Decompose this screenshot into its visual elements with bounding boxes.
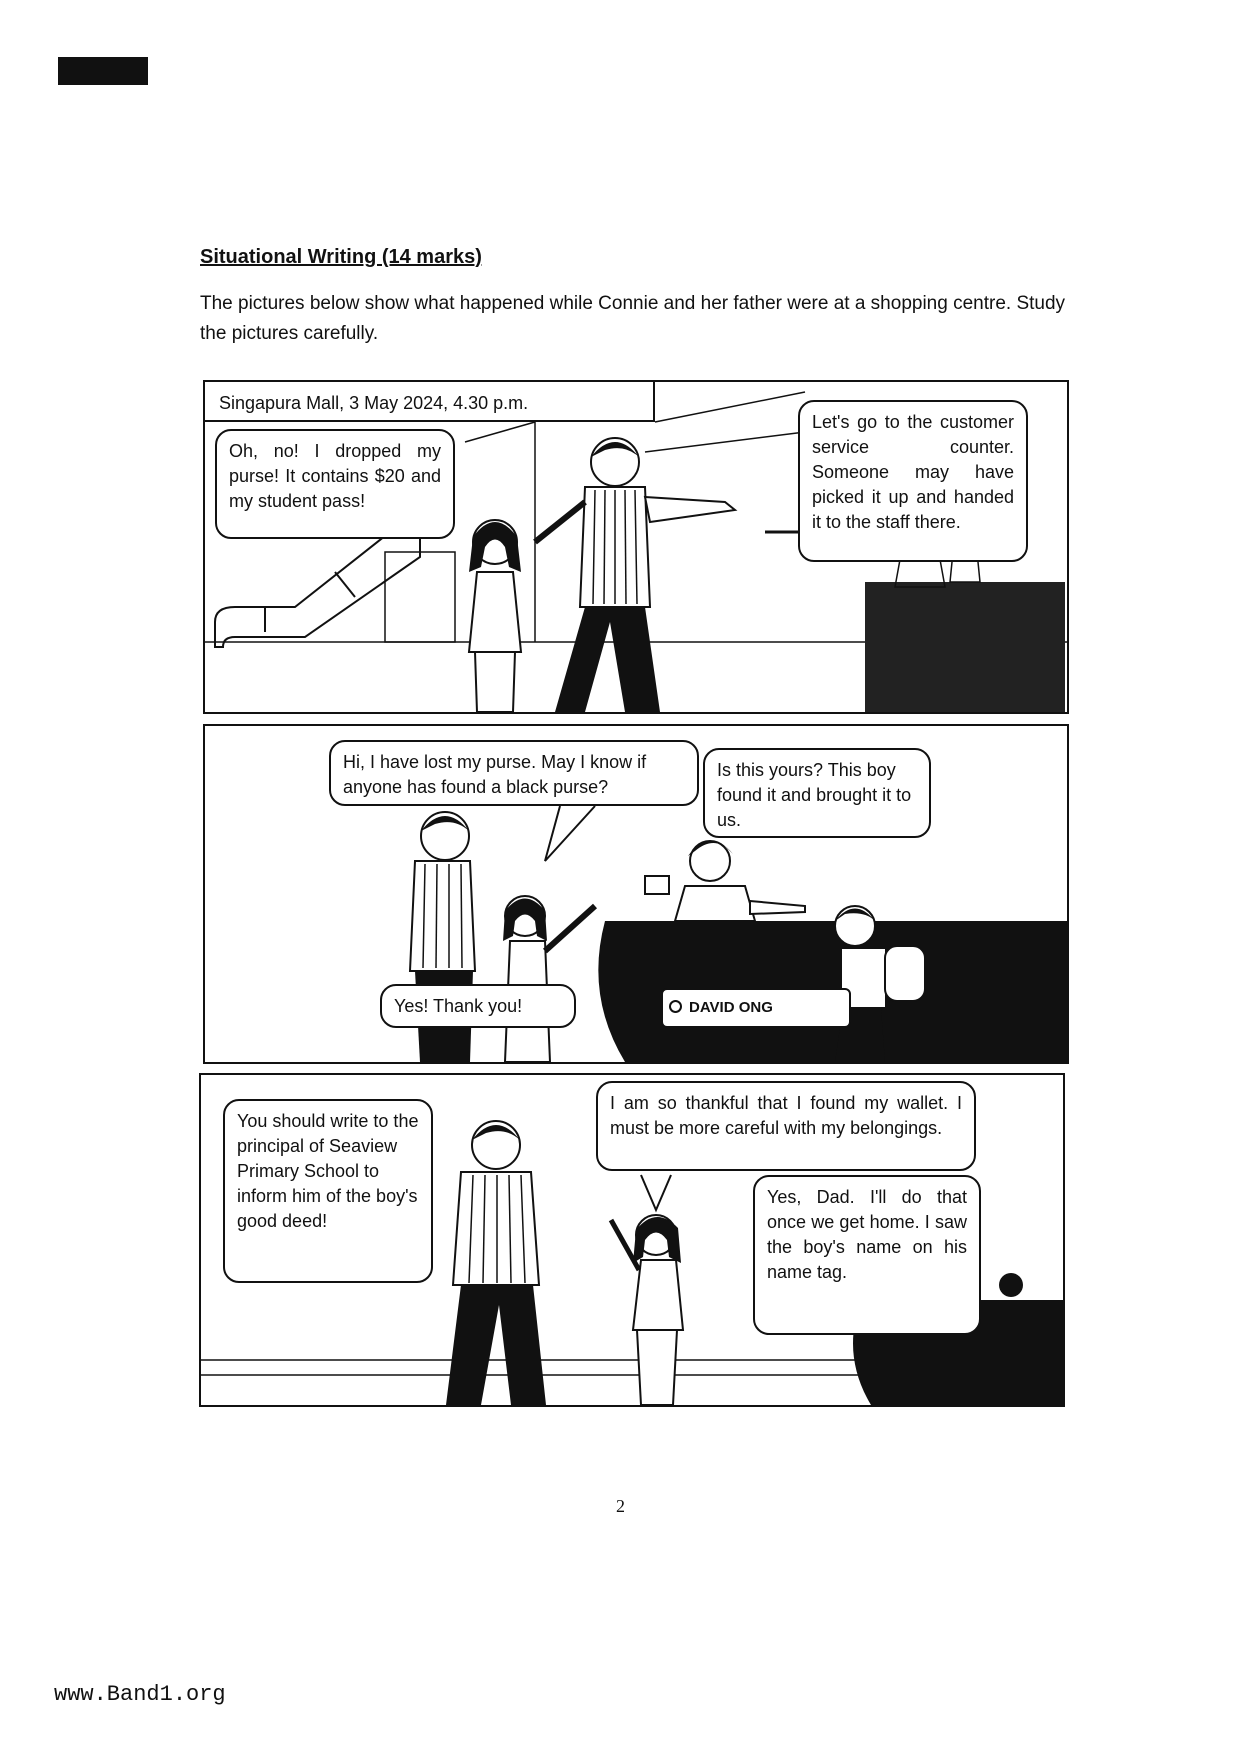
comic-panel-2	[203, 724, 1069, 1064]
thought-bubble-girl: I am so thankful that I found my wallet. I must be more careful with my belongings.	[596, 1081, 976, 1171]
name-tag-text: DAVID ONG	[689, 999, 773, 1016]
instructions: The pictures below show what happened while Connie and her father were at a shopping centre. Study the pictures carefully.	[200, 293, 1066, 344]
panel-1-caption: Singapura Mall, 3 May 2024, 4.30 p.m.	[203, 380, 655, 422]
footer-url: www.Band1.org	[54, 1682, 226, 1707]
speech-bubble-father: You should write to the principal of Seaview Primary School to inform him of the boy's good deed!	[223, 1099, 433, 1283]
name-tag	[661, 988, 851, 1028]
speech-bubble-father: Let's go to the customer service counter. Someone may have picked it up and handed it to the staff there.	[798, 400, 1028, 562]
speech-bubble-girl: Yes, Dad. I'll do that once we get home. I saw the boy's name on his name tag.	[753, 1175, 981, 1335]
section-heading: Situational Writing (14 marks)	[200, 246, 482, 268]
copyright-icon	[669, 1000, 682, 1013]
comic-panel-1	[203, 380, 1069, 714]
speech-bubble-girl: Yes! Thank you!	[380, 984, 576, 1028]
redaction-block	[58, 57, 148, 85]
comic-panel-3	[199, 1073, 1065, 1407]
page-number: 2	[616, 1496, 625, 1516]
speech-bubble-staff: Is this yours? This boy found it and brought it to us.	[703, 748, 931, 838]
speech-bubble-girl: Oh, no! I dropped my purse! It contains $20 and my student pass!	[215, 429, 455, 539]
speech-bubble-father: Hi, I have lost my purse. May I know if anyone has found a black purse?	[329, 740, 699, 806]
